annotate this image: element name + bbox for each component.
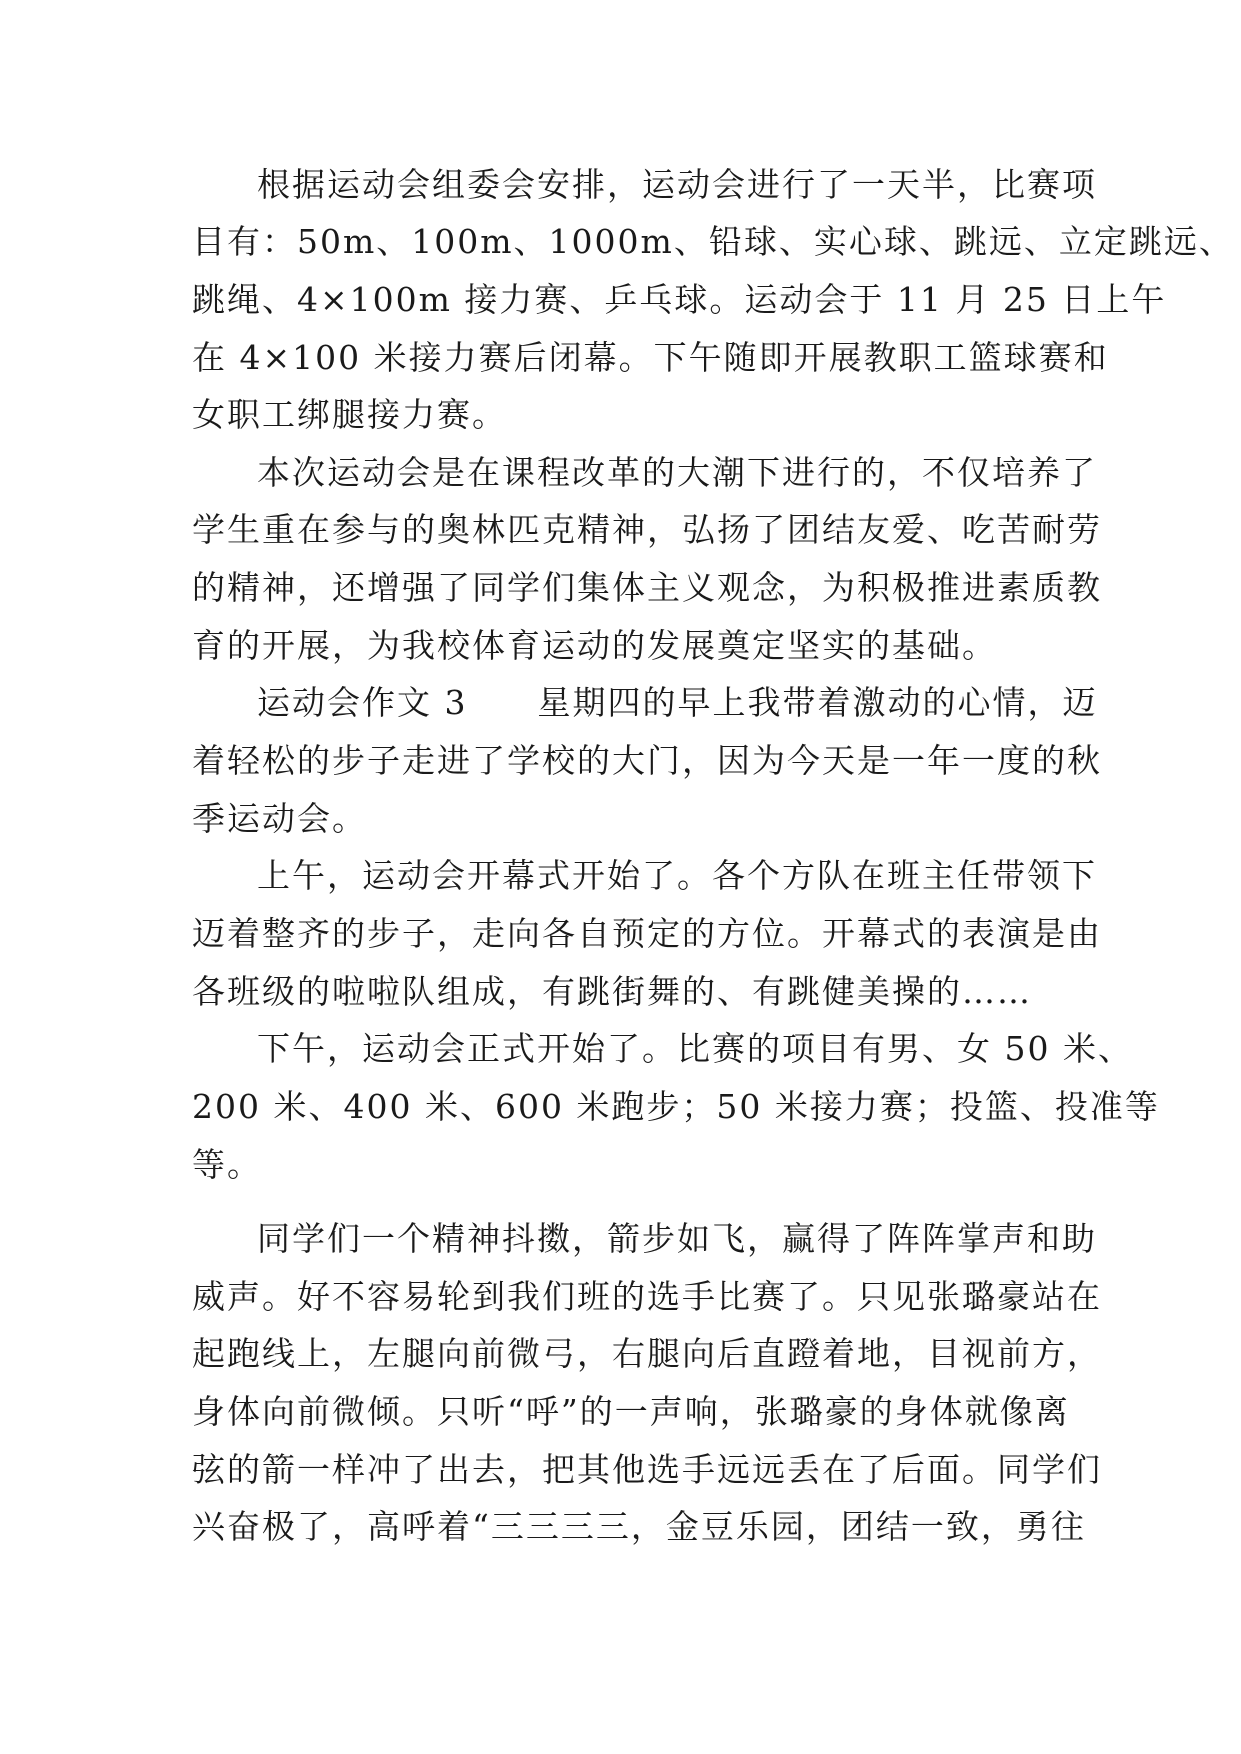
text-line: 迈着整齐的步子，走向各自预定的方位。开幕式的表演是由	[192, 914, 1102, 953]
text-line: 的精神，还增强了同学们集体主义观念，为积极推进素质教	[192, 568, 1102, 607]
text-line: 运动会作文 3 星期四的早上我带着激动的心情，迈	[257, 683, 1098, 722]
text-line: 同学们一个精神抖擞，箭步如飞，赢得了阵阵掌声和助	[257, 1219, 1097, 1258]
text-line: 着轻松的步子走进了学校的大门，因为今天是一年一度的秋	[192, 741, 1102, 780]
text-line: 育的开展，为我校体育运动的发展奠定坚实的基础。	[192, 626, 997, 665]
text-line: 各班级的啦啦队组成，有跳街舞的、有跳健美操的……	[192, 972, 1032, 1011]
text-line: 下午，运动会正式开始了。比赛的项目有男、女 50 米、	[257, 1029, 1133, 1068]
text-line: 学生重在参与的奥林匹克精神，弘扬了团结友爱、吃苦耐劳	[192, 510, 1102, 549]
text-line: 身体向前微倾。只听“呼”的一声响，张璐豪的身体就像离	[192, 1392, 1070, 1431]
text-line: 在 4×100 米接力赛后闭幕。下午随即开展教职工篮球赛和	[192, 338, 1109, 377]
text-line: 200 米、400 米、600 米跑步；50 米接力赛；投篮、投准等	[192, 1087, 1160, 1126]
text-line: 跳绳、4×100m 接力赛、乒乓球。运动会于 11 月 25 日上午	[192, 280, 1167, 319]
text-line: 季运动会。	[192, 799, 367, 838]
text-line: 兴奋极了，高呼着“三三三三，金豆乐园，团结一致，勇往	[192, 1507, 1086, 1546]
text-line: 弦的箭一样冲了出去，把其他选手远远丢在了后面。同学们	[192, 1450, 1102, 1489]
text-line: 威声。好不容易轮到我们班的选手比赛了。只见张璐豪站在	[192, 1277, 1102, 1316]
text-line: 本次运动会是在课程改革的大潮下进行的，不仅培养了	[257, 453, 1097, 492]
text-line: 上午，运动会开幕式开始了。各个方队在班主任带领下	[257, 856, 1097, 895]
text-line: 根据运动会组委会安排，运动会进行了一天半，比赛项	[257, 165, 1097, 204]
text-line: 目有：50m、100m、1000m、铅球、实心球、跳远、立定跳远、	[192, 222, 1234, 261]
text-line: 起跑线上，左腿向前微弓，右腿向后直蹬着地，目视前方，	[192, 1334, 1102, 1373]
text-line: 等。	[192, 1145, 262, 1184]
text-line: 女职工绑腿接力赛。	[192, 395, 507, 434]
